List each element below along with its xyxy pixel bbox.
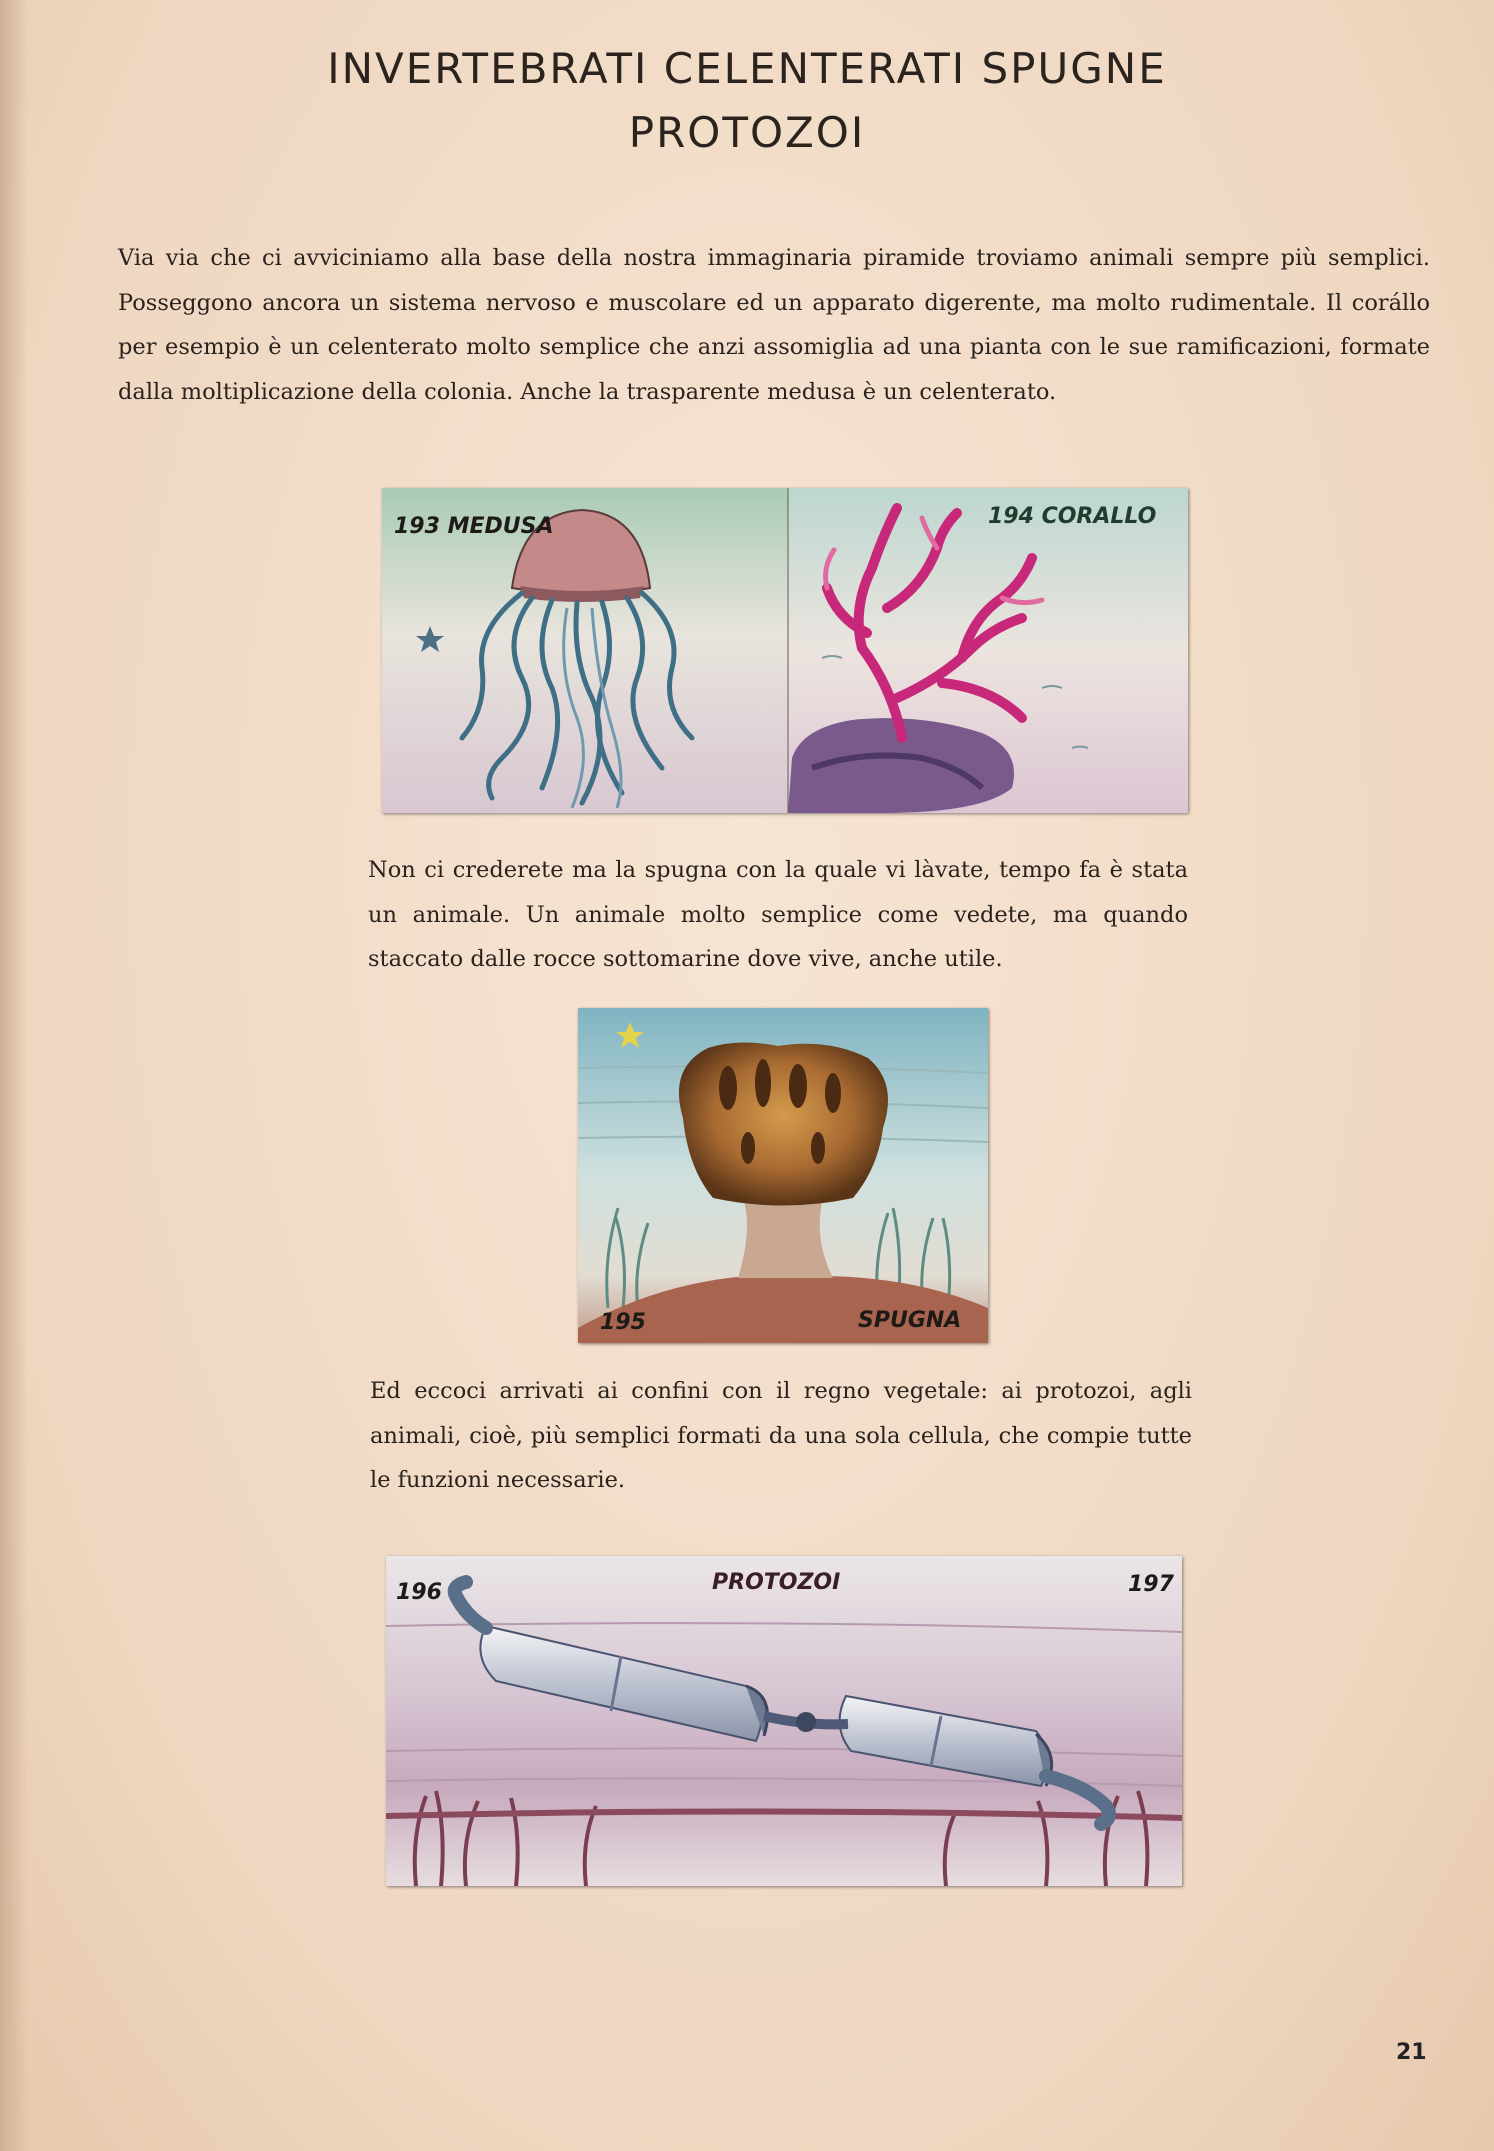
paragraph-spugna: Non ci crederete ma la spugna con la quale vi làvate, tempo fa è stata un animale. Un animale molto semplice come vedete, ma quando staccato dalle rocce sottomarine dove vive, anche utile. (368, 857, 1188, 972)
card-label-medusa: 193 MEDUSA (394, 514, 554, 539)
card-label-protozoi-left-number: 196 (396, 1580, 442, 1605)
card-label-protozoi-right-number: 197 (1128, 1572, 1174, 1597)
sticker-protozoi (386, 1556, 1182, 1886)
book-spine-shadow (0, 0, 28, 2151)
spugna-illustration (578, 1008, 988, 1343)
page-title-line2: PROTOZOI (628, 108, 866, 157)
page-title-line1: INVERTEBRATI CELENTERATI SPUGNE (327, 44, 1167, 93)
card-label-protozoi-name: PROTOZOI (712, 1570, 841, 1595)
card-label-corallo: 194 CORALLO (988, 504, 1157, 529)
page-number: 21 (1396, 2040, 1427, 2065)
sticker-spugna (578, 1008, 988, 1343)
protozoi-illustration (386, 1556, 1182, 1886)
paragraph-protozoi: Ed eccoci arrivati ai confini con il regno vegetale: ai protozoi, agli animali, cioè, più semplici formati da una sola cellula, che compie tutte le funzioni necessarie. (370, 1378, 1192, 1493)
sponge-icon (679, 1042, 888, 1205)
paragraph-intro: Via via che ci avviciniamo alla base della nostra immaginaria piramide troviamo animali sempre più semplici. Posseggono ancora un sistema nervoso e muscolare ed un apparato digerente, ma molto rudimentale. Il corállo per esempio è un celenterato molto semplice che anzi assomiglia ad una pianta con le sue ramificazioni, formate dalla moltiplicazione della colonia. Anche la trasparente medusa è un celenterato. (118, 245, 1430, 405)
sticker-medusa-corallo (382, 488, 1188, 813)
card-label-spugna-name: SPUGNA (858, 1308, 962, 1333)
card-label-spugna-number: 195 (600, 1310, 646, 1335)
